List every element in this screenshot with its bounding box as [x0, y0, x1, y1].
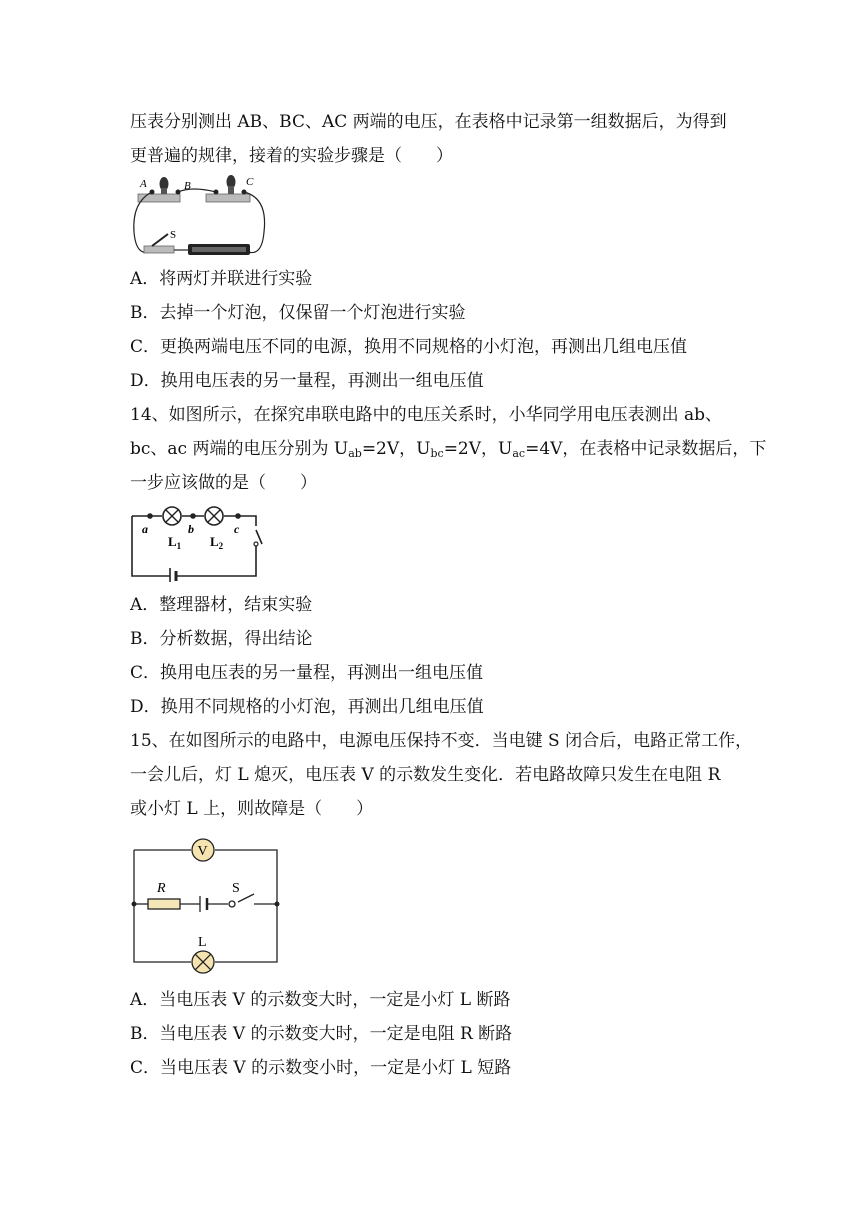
q14-stem-line-2: bc、ac 两端的电压分别为 $U_{ab}=2V$，$U_{bc}=2V$，$U_{ac}=4V$，在表格中记录数据后，下: [130, 439, 767, 460]
q14-stem-line-3: 一步应该做的是（ ）: [130, 473, 317, 493]
label-l: L: [198, 935, 207, 950]
label-a: A: [140, 178, 147, 190]
q15-stem-line-3: 或小灯 L 上，则故障是（ ）: [130, 799, 374, 819]
q15-option-a: A．当电压表 V 的示数变大时，一定是小灯 L 断路: [130, 990, 511, 1010]
label-c: c: [234, 522, 240, 536]
label-l1: $L_1$: [168, 534, 182, 551]
q14-option-a: A．整理器材，结束实验: [130, 595, 313, 615]
q14-option-c: C．换用电压表的另一量程，再测出一组电压值: [130, 663, 484, 683]
q13-stem-line-2: 更普遍的规律，接着的实验步骤是（ ）: [130, 146, 453, 166]
q15-stem-line-2: 一会儿后，灯 L 熄灭，电压表 V 的示数发生变化．若电路故障只发生在电阻 R: [130, 765, 721, 785]
q14-option-d: D．换用不同规格的小灯泡，再测出几组电压值: [130, 697, 484, 717]
q15-option-c: C．当电压表 V 的示数变小时，一定是小灯 L 短路: [130, 1058, 512, 1078]
q15-circuit-figure: [128, 836, 284, 976]
q13-option-c: C．更换两端电压不同的电源，换用不同规格的小灯泡，再测出几组电压值: [130, 337, 688, 357]
label-a: a: [142, 522, 148, 536]
label-l2: $L_2$: [210, 534, 224, 551]
label-b: B: [184, 180, 191, 192]
label-s: S: [170, 229, 177, 241]
voltmeter-label: V: [197, 844, 208, 859]
label-c: C: [246, 176, 254, 188]
q14-circuit-figure: [128, 502, 270, 582]
label-s: S: [232, 881, 240, 896]
q13-stem-line-1: 压表分别测出 AB、BC、AC 两端的电压，在表格中记录第一组数据后，为得到: [130, 112, 727, 132]
label-r: R: [157, 881, 166, 896]
q13-option-d: D．换用电压表的另一量程，再测出一组电压值: [130, 371, 484, 391]
q14-option-b: B．分析数据，得出结论: [130, 629, 313, 649]
q14-stem-line-1: 14、如图所示，在探究串联电路中的电压关系时，小华同学用电压表测出 ab、: [130, 405, 723, 425]
q13-option-a: A．将两灯并联进行实验: [130, 269, 313, 289]
label-b: b: [188, 522, 194, 536]
q15-stem-line-1: 15、在如图所示的电路中，电源电压保持不变．当电键 S 闭合后，电路正常工作，: [130, 731, 753, 751]
q15-option-b: B．当电压表 V 的示数变大时，一定是电阻 R 断路: [130, 1024, 513, 1044]
q13-circuit-figure: [128, 172, 270, 262]
q13-option-b: B．去掉一个灯泡，仅保留一个灯泡进行实验: [130, 303, 466, 323]
